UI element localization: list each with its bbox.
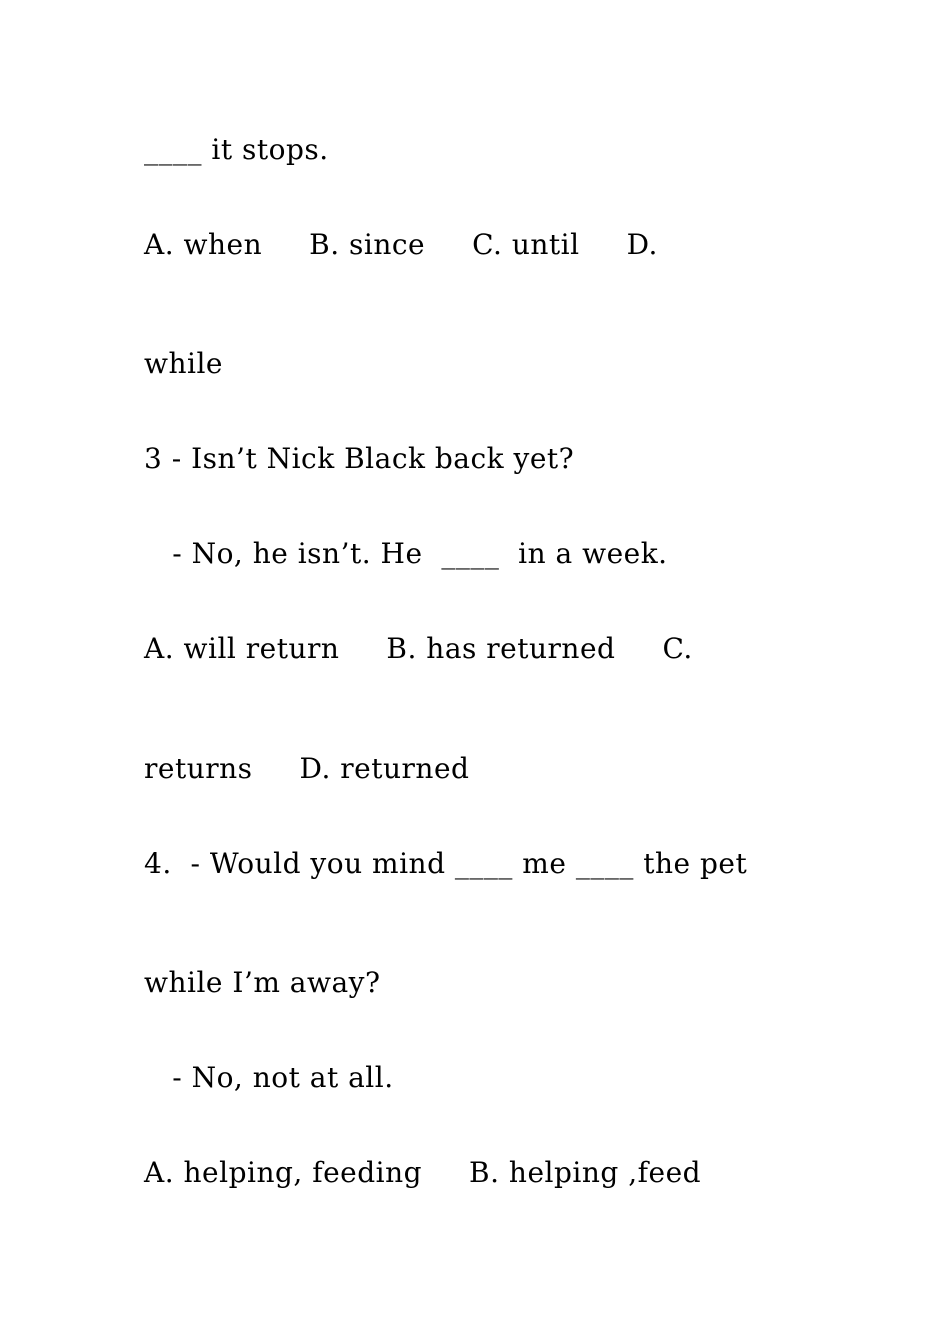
- question-3-options: A. will return B. has returned C.: [144, 632, 693, 665]
- question-3-options-continued: returns D. returned: [144, 752, 470, 785]
- question-2-options: A. when B. since C. until D.: [144, 228, 658, 261]
- question-4-reply: - No, not at all.: [144, 1061, 394, 1094]
- question-4-options: A. helping, feeding B. helping ,feed: [144, 1156, 702, 1189]
- question-3-reply: - No, he isn’t. He ____ in a week.: [144, 537, 668, 570]
- question-2-continuation: ____ it stops.: [144, 133, 329, 166]
- question-4-prompt-continued: while I’m away?: [144, 966, 381, 999]
- question-4-prompt: 4. - Would you mind ____ me ____ the pet: [144, 847, 748, 880]
- question-2-option-d: while: [144, 347, 223, 380]
- question-3-prompt: 3 - Isn’t Nick Black back yet?: [144, 442, 575, 475]
